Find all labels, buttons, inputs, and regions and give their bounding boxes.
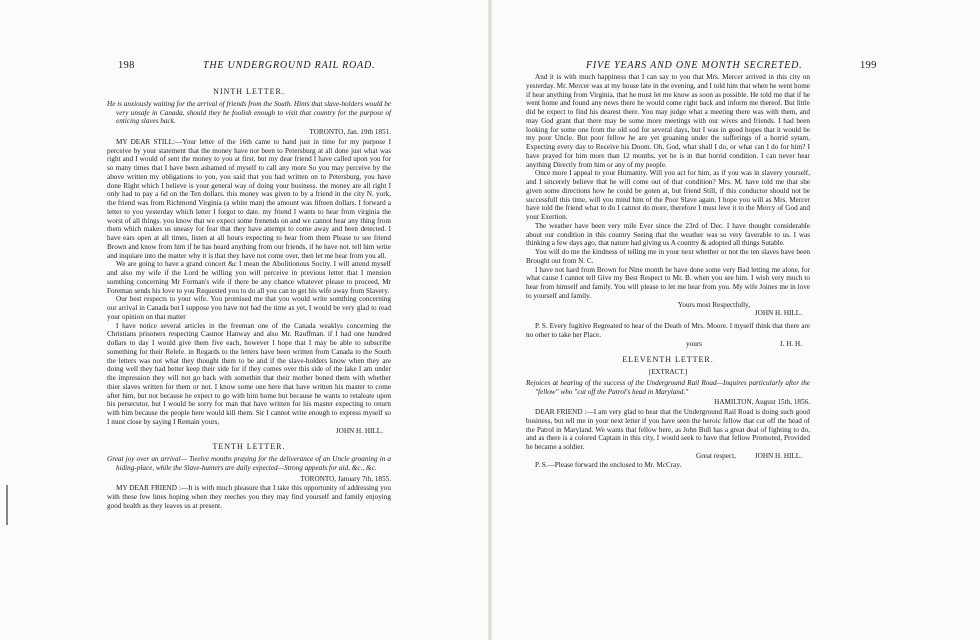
letter-summary: Rejoices at hearing of the success of the Underground Rail Road—Inquires particularly after the "fellow" who "cut off the Patrol's head in Maryland." [526, 378, 810, 396]
postscript: P. S. Every fugitive Regreated to hear of the Death of Mrs. Moore. I myself think that there are no other to take her Place. [526, 322, 810, 339]
paragraph: Our best respects to your wife. You promised me that you would write somthing concerning our arrival in Canada but I suppose you have not had the time as yet, I would be very glad to read your opinion on that matter [107, 295, 391, 321]
letter-date: TORONTO, Jan. 19th 1851. [309, 128, 391, 136]
signature: JOHN H. HILL. [754, 309, 802, 318]
text-column [107, 84, 391, 511]
paragraph: The weather have been very mile Ever since the 23rd of Dec. I have thought considerable about our condition in this country Seeing that the weather was so very faverable to us. I was thinking a few days ago, that nature had giving us A country & adopted all things Sutable. [526, 221, 810, 248]
letter-date: TORONTO, January 7th, 1855. [300, 474, 391, 483]
page-number: 198 [118, 60, 135, 71]
closing: Yours most Respectfully, [677, 300, 750, 309]
running-head: THE UNDERGROUND RAIL ROAD. [203, 60, 376, 71]
paragraph: I have not hard from Brown for Nine month he have done some very Bad letting me alone, for what cause I cannot tell Give my Best Respect to Mr. B. when you see him. I wish very much to hear from himself and family. You will please to let me hear from you. My wife Joines me in love to yourself and family. [526, 265, 810, 300]
text-column [526, 73, 810, 469]
paragraph: MY DEAR STILL:—Your letter of the 16th came to hand just in time for my purpose I perceive by your statement that the money have not been to Petersburg at all done just what was right and I would of sent the money to you at first, but my dear friend I have called upon you for so many times that I have been ashamed of myself to call any more So you may perceive by the above written my obligations to you, you said that you had written on to Petersburg, you have done Right which I believe is your general way of doing your business. the money are all right I only had to pay a 6d on the Ten dollars. this money was given to by a friend in the city N. york, the friend was from Richmond Virginia (a white man) the amount was fifteen dollars. I forward a letter to you yesterday which letter I forgot to date. my friend I wants to hear from virginia the worst of all things. you know that we expect some frenends on and we cannot hear any thing from them which makes us uneasy for fear that they have attempt to come away and been detected. I have ears open at all times, listen at all hours expecting to hear from them Please to see friend Brown and know from him if he has heard anything from our friends, if he have not. tell him write and inquiare into the matter why it is that they have not come over, then let me hear from you all. [107, 137, 391, 260]
letter-summary: Great joy over an arrival— Twelve months praying for the deliverance of an Uncle groaning in a hiding-place, while the Slave-hunters are daily expected—Strong appeals for aid, &c., &c. [107, 455, 391, 472]
paragraph: You will do me the kindness of telling me in your next whether or not the ten slaves have been Brought out from N. C. [526, 248, 810, 265]
ps-initials: J. H. H. [779, 339, 802, 348]
signature: JOHN H. HILL. [335, 426, 383, 435]
page-number: 199 [860, 60, 877, 71]
paragraph: MY DEAR FRIEND :—It is with much pleasure that I take this opportunity of addressing you with these few lines hoping when they reeches you they may find yourself and family enjoying good health as they leaves us at present. [107, 484, 391, 510]
signature: JOHN H. HILL. [754, 451, 802, 460]
closing: Great respect, [696, 451, 736, 460]
paragraph: DEAR FRIEND :—I am very glad to hear that the Underground Rail Road is doing such good business, but tell me in your next letter if you have seen the heroic fellow that cut off the head of the Patrol in Maryland. We wants that fellow here, as John Bull has a great deal of fighting to do, and as there is a colored Captain in this city, I would seek to have that fellow Promoted, Provided he became a soldier. [526, 408, 810, 451]
paragraph: Once more I appeal to your Humanity. Will you act for him, as if you was in slavery yourself, and I sincerely believe that he will come out of that condition? Mrs. M. have told me that she given some directions how he could be goten at, but friend Still, if this conductor should not be successfull this time, will you mind him of the Poor Slave again. I hope you will as Mrs. Mercer have told the friend what to do I cannot do more, therefore I must leve it to the Mercy of God and your Exertion. [526, 169, 810, 221]
postscript: P. S.—Please forward the enclosed to Mr. McCray. [535, 460, 682, 469]
margin-mark [6, 485, 8, 525]
letter-summary: He is anxiously waiting for the arrival of friends from the South. Hints that slave-holders would be very unsafe in Canada, should they be foolish enough to visit that country for the purpose of enticing slaves back. [107, 99, 391, 126]
paragraph: And it is with much happiness that I can say to you that Mrs. Mercer arrived in this city on yesterday. Mr. Mercer was at my house late in the evening, and I told him that when he went home if hear anything from Virginia, that he must let me know as soon as possible. He told me that if he went home and found any news there he would come right back and inform me thereof. But little did he expect to find his dearest there. You may judge what a meeting there was with them, and may God grant that there may be some more meetings with our wives and friends. I had been looking for some one from the old sod for several days, but I was in good hopes that it would be my poor Uncle. But poor fellow he are yet groaning under the sufferings of a horrid sytam, Expecting every day to Receive his Doom. Oh, God, what shall I do, or what can I do for him? I have prayed for him more than 12 months, yet he is in that horrid condition. I can never hear anything Directly from him or any of my people. [526, 73, 810, 169]
running-head: FIVE YEARS AND ONE MONTH SECRETED. [586, 60, 803, 71]
paragraph: We are going to have a grand concert &c I mean the Abolitionous Socity. I will attend myself and also my wife if the Lord be willing you will perceive in previous letter that I mension somthing concerning Mr Forman's wife if there be any chance whatever please to proceed, Mr Foreman sends his love to you Requested you to do all you can to get his wife away from Slavery. [107, 260, 391, 295]
letter-title: TENTH LETTER. [212, 442, 286, 452]
letter-title: NINTH LETTER. [213, 87, 285, 96]
right-page [490, 0, 980, 640]
paragraph: I have notice several articles in the freeman one of the Canada weaklys concerning the Christians prisoners respecting Castnor Hanway and also Mr. Rauffman. if I had one hundred dollars to day I would give them five each, however I hope that I may be able to subscribe something for their Relefe. in Regards to the letters have been written from Canada to the South the letters was not what they thought them to be and if the slave-holders know when they are doing well they had better keep their side for if they comes over this side of the lake I am under the impression they will not go back with somethin that their mother boned them with whether thier slaves written for them or not. I know some one here that have written his master to come after him, but not because he expect to go with him home but because he wants to retaleate upon his persecutor, but I would be sorry for man that have written for his master expecting to return with him because the people here would kill them. Sir I cannot write enough to express myself so I must close by saying I Remain yours, [107, 321, 391, 426]
ps-yours: yours [686, 339, 702, 348]
letter-date: HAMILTON, August 15th, 1856. [714, 398, 810, 407]
letter-title: ELEVENTH LETTER. [622, 355, 714, 365]
extract-tag: [EXTRACT.] [648, 368, 688, 376]
